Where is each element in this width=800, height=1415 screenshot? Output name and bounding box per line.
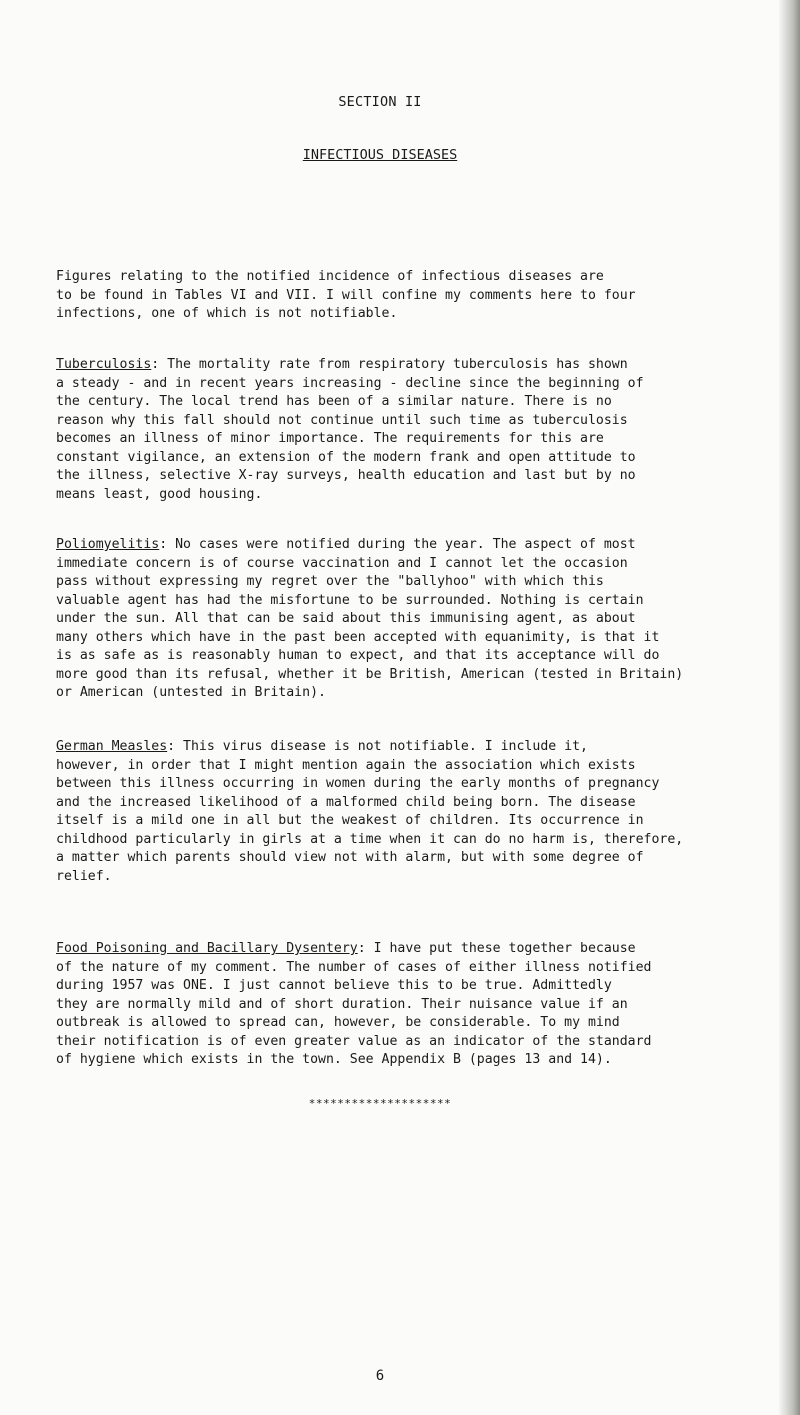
separator-stars: ******************** xyxy=(308,1097,452,1110)
poliomyelitis-text: : No cases were notified during the year. The aspect of most immediate concern is of course vaccination and I cannot let the occasion pass without expressing my regret over the "ballyhoo" with which this valuable agent has had the misfortune to be surrounded. Nothing is certain under the sun. All that can be said about this immunising agent, as about many others which have in the past been accepted with equanimity, is that it is as safe as is reasonably human to expect, and that its acceptance will do more good than its refusal, whether it be British, American (tested in Britain) or American (untested in Britain). xyxy=(56,537,684,700)
german-measles-text: : This virus disease is not notifiable. I include it, however, in order that I might mention again the association which exists between this illness occurring in women during the early months of pregnancy and the increased likelihood of a malformed child being born. The disease itself is a mild one in all but the weakest of children. Its occurrence in childhood particularly in girls at a time when it can do no harm is, therefore, a matter which parents should view not with alarm, but with some degree of relief. xyxy=(56,739,684,884)
tuberculosis-text: : The mortality rate from respiratory tuberculosis has shown a steady - and in recent years increasing - decline since the beginning of the century. The local trend has been of a similar nature. There is no reason why this fall should not continue until such time as tuberculosis becomes an illness of minor importance. The requirements for this are constant vigilance, an extension of the modern frank and open attitude to the illness, selective X-ray surveys, health education and last but by no means least, good housing. xyxy=(56,357,644,502)
page-edge-shadow xyxy=(778,0,800,1415)
food-poisoning-text: : I have put these together because of the nature of my comment. The number of cases of either illness notified during 1957 was ONE. I just cannot believe this to be true. Admittedly they are normally mild and of short duration. Their nuisance value if an outbreak is allowed to spread can, however, be considerable. To my mind their notification is of even greater value as an indicator of the standard of hygiene which exists in the town. See Appendix B (pages 13 and 14). xyxy=(56,941,652,1067)
page-title xyxy=(0,147,760,163)
food-poisoning-paragraph xyxy=(56,940,768,1070)
page-title-text: INFECTIOUS DISEASES xyxy=(302,147,458,163)
tuberculosis-heading: Tuberculosis xyxy=(56,357,152,372)
section-heading: SECTION II xyxy=(338,94,422,110)
german-measles-paragraph xyxy=(56,738,768,886)
page-number: 6 xyxy=(375,1368,385,1384)
food-poisoning-heading: Food Poisoning and Bacillary Dysentery xyxy=(56,941,358,956)
german-measles-heading: German Measles xyxy=(56,739,168,754)
intro-paragraph: Figures relating to the notified incidence of infectious diseases are to be found in Tables VI and VII. I will confine my comments here to four infections, one of which is not notifiable. xyxy=(56,269,636,321)
poliomyelitis-paragraph xyxy=(56,536,768,703)
tuberculosis-paragraph xyxy=(56,356,768,504)
poliomyelitis-heading: Poliomyelitis xyxy=(56,537,160,552)
